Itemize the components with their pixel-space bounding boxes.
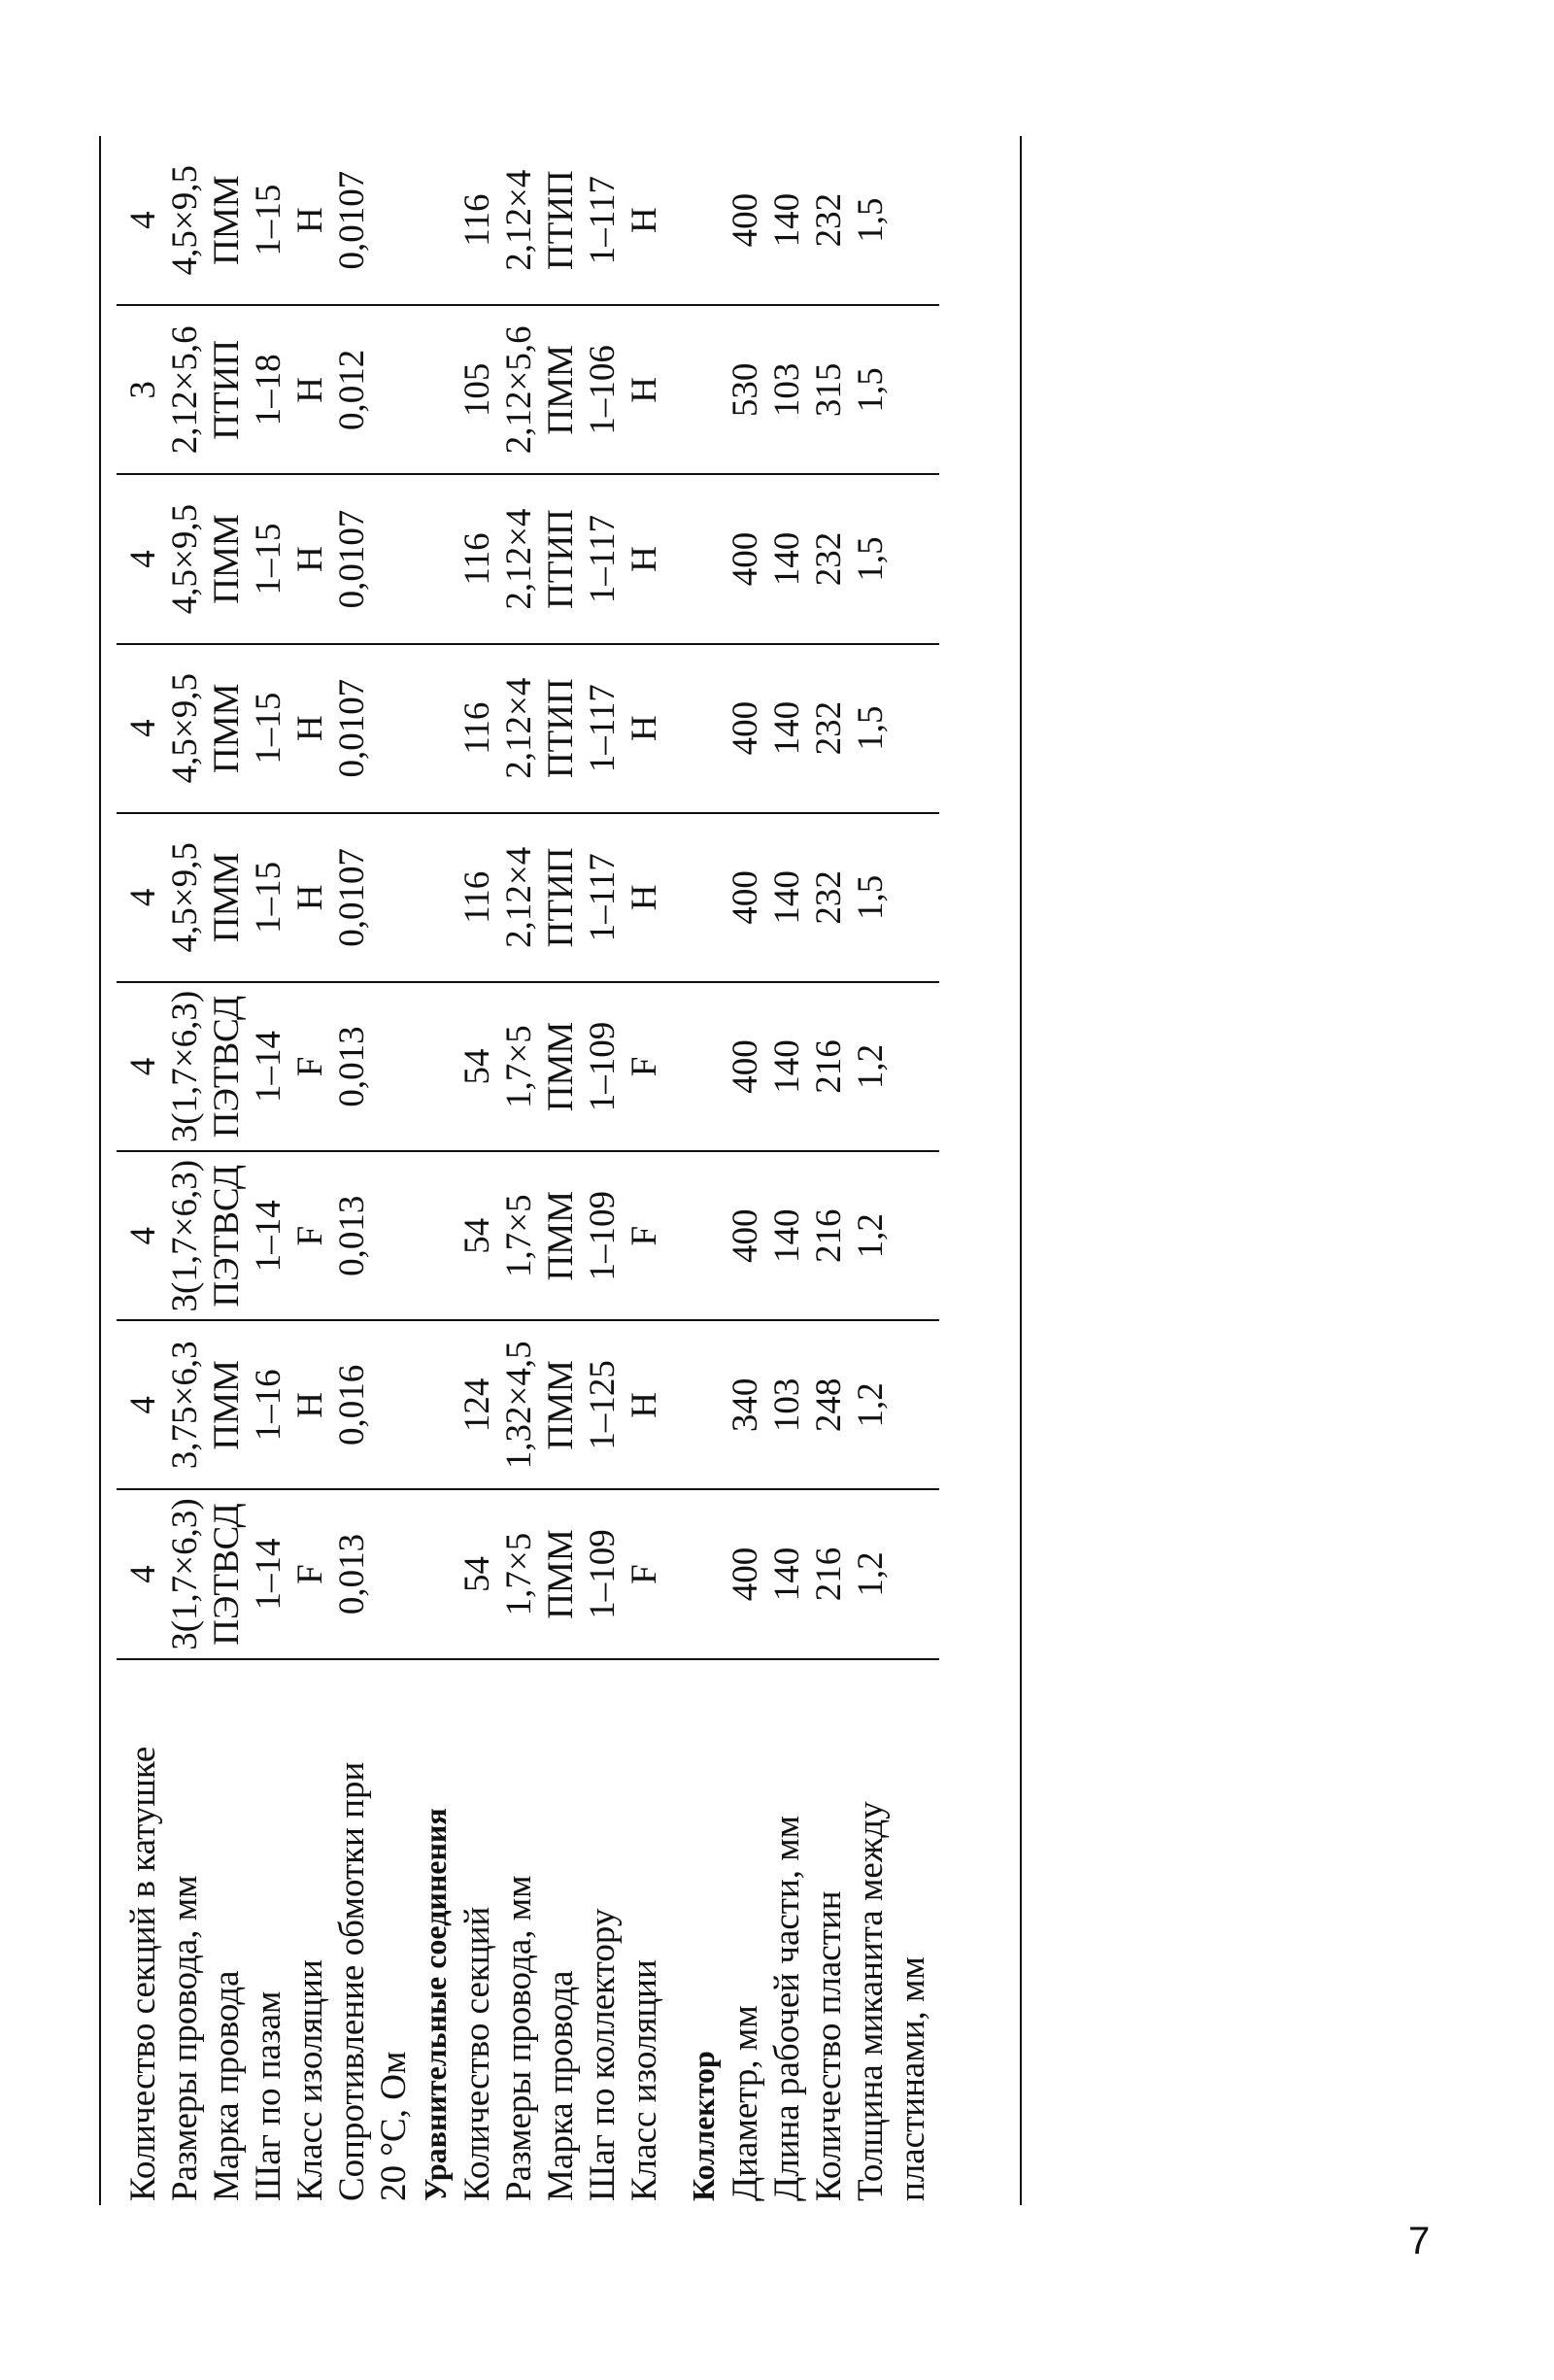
table-cell: 1,7×5	[498, 982, 540, 1151]
row-label: Количество секций в катушке	[123, 1746, 163, 2201]
table-cell	[683, 136, 725, 305]
table-cell: 4,5×9,5	[164, 474, 206, 643]
table-cell: 1–15	[248, 136, 289, 305]
table-cell: F	[624, 1489, 665, 1658]
table-cell: Н	[289, 644, 331, 813]
table-cell: 1,7×5	[498, 1489, 540, 1658]
table-cell	[415, 982, 456, 1151]
table-row	[665, 136, 683, 2205]
table-cell: 54	[456, 982, 498, 1151]
table-cell: 1–16	[248, 1320, 289, 1489]
row-label: Марка провода	[541, 1970, 581, 2201]
row-label: Количество секций	[457, 1906, 497, 2201]
table-cell: 1–125	[582, 1320, 624, 1489]
table-cell: 232	[808, 813, 850, 982]
table-cell: Н	[289, 474, 331, 643]
table-cell: 103	[766, 1320, 808, 1489]
table-cell	[683, 1320, 725, 1489]
table-cell: ПТИП	[540, 813, 582, 982]
table-cell	[373, 982, 415, 1151]
table-cell: ПТИП	[540, 136, 582, 305]
table-cell: 1,2	[850, 1151, 892, 1320]
table-cell: F	[289, 982, 331, 1151]
table-cell: 4	[117, 1320, 164, 1489]
table-cell: 4	[117, 644, 164, 813]
table-cell	[373, 813, 415, 982]
table-row	[725, 136, 766, 2205]
table-cell: 1–106	[582, 305, 624, 474]
table-row	[892, 136, 939, 2205]
row-label: 20 °С, Ом	[374, 2051, 414, 2201]
table-cell: 1–18	[248, 305, 289, 474]
table-cell: 105	[456, 305, 498, 474]
row-label: Сопротивление обмотки при	[332, 1761, 372, 2201]
table-cell: ПММ	[540, 1151, 582, 1320]
table-cell: 0,016	[331, 1320, 373, 1489]
table-cell: 1,5	[850, 136, 892, 305]
table-cell: 4	[117, 474, 164, 643]
table-cell: 400	[725, 982, 766, 1151]
table-cell: Н	[624, 136, 665, 305]
table-cell: 140	[766, 1151, 808, 1320]
table-cell: 103	[766, 305, 808, 474]
table-cell: 116	[456, 644, 498, 813]
table-cell: ПММ	[540, 1320, 582, 1489]
table-cell: 4	[117, 1489, 164, 1658]
table-cell: 3,75×6,3	[164, 1320, 206, 1489]
table-cell: 1,32×4,5	[498, 1320, 540, 1489]
table-cell	[415, 1489, 456, 1658]
table-cell	[415, 644, 456, 813]
table-cell: F	[624, 982, 665, 1151]
table-row	[456, 136, 498, 2205]
row-label: Количество пластин	[809, 1890, 849, 2201]
table-cell: 0,013	[331, 1151, 373, 1320]
table-cell: 232	[808, 474, 850, 643]
row-label: Толщина миканита между	[851, 1801, 891, 2201]
table-cell: ПММ	[540, 1489, 582, 1658]
row-label: Размеры провода, мм	[165, 1875, 205, 2201]
table-cell	[892, 1320, 939, 1489]
table-cell: 1–117	[582, 644, 624, 813]
table-cell: 1,2	[850, 1489, 892, 1658]
table-cell: 340	[725, 1320, 766, 1489]
row-label: Размеры провода, мм	[499, 1875, 539, 2201]
table-cell: 54	[456, 1489, 498, 1658]
table-cell	[892, 982, 939, 1151]
table-cell	[415, 136, 456, 305]
table-cell: 1,5	[850, 644, 892, 813]
table-cell: Н	[289, 305, 331, 474]
row-label: Класс изоляции	[290, 1959, 330, 2201]
table-cell: 116	[456, 813, 498, 982]
table-cell	[665, 644, 683, 813]
table-row	[206, 136, 248, 2205]
table-cell: 116	[456, 474, 498, 643]
table-cell: 216	[808, 1151, 850, 1320]
table-cell: 124	[456, 1320, 498, 1489]
table-cell	[373, 1489, 415, 1658]
table-cell: ПЭТВСД	[206, 982, 248, 1151]
table-cell: Н	[289, 1320, 331, 1489]
table-cell	[892, 644, 939, 813]
table-cell: 1–109	[582, 1151, 624, 1320]
table-cell: ПЭТВСД	[206, 1151, 248, 1320]
table-cell	[373, 1151, 415, 1320]
table-cell: 2,12×4	[498, 136, 540, 305]
table-cell: 400	[725, 474, 766, 643]
table-cell: ПММ	[206, 813, 248, 982]
row-label: Шаг по пазам	[249, 1990, 288, 2201]
table-cell	[665, 1151, 683, 1320]
table-cell: 2,12×4	[498, 644, 540, 813]
table-cell: ПММ	[540, 982, 582, 1151]
table-row	[683, 136, 725, 2205]
table-cell: Н	[624, 813, 665, 982]
table-row	[850, 136, 892, 2205]
section-heading: Коллектор	[686, 2051, 721, 2201]
table-cell: 1–14	[248, 1151, 289, 1320]
table-cell	[415, 474, 456, 643]
table-cell	[373, 474, 415, 643]
table-row	[498, 136, 540, 2205]
table-cell	[665, 136, 683, 305]
table-row	[766, 136, 808, 2205]
table-cell	[892, 813, 939, 982]
table-cell: F	[289, 1151, 331, 1320]
table-cell: 3	[117, 305, 164, 474]
table-cell	[373, 305, 415, 474]
table-cell: 140	[766, 982, 808, 1151]
table-cell: 400	[725, 136, 766, 305]
table-cell: 1,2	[850, 982, 892, 1151]
table-cell: 1,5	[850, 813, 892, 982]
table-row	[540, 136, 582, 2205]
table-cell: ПММ	[206, 474, 248, 643]
table-cell: 1,7×5	[498, 1151, 540, 1320]
table-cell	[665, 1320, 683, 1489]
section-heading: Уравнительные соединения	[418, 1808, 453, 2201]
table-cell: 400	[725, 644, 766, 813]
table-row	[331, 136, 373, 2205]
table-cell: 1–15	[248, 813, 289, 982]
table-cell	[683, 305, 725, 474]
table-cell: 1,5	[850, 305, 892, 474]
table-cell: 315	[808, 305, 850, 474]
table-cell: 4	[117, 1151, 164, 1320]
table-cell: 4	[117, 982, 164, 1151]
table-cell: 232	[808, 136, 850, 305]
table-cell: 4	[117, 813, 164, 982]
table-cell	[373, 1320, 415, 1489]
table-cell	[683, 982, 725, 1151]
table-cell: 0,012	[331, 305, 373, 474]
table-cell	[665, 982, 683, 1151]
table-row	[164, 136, 206, 2205]
table-cell: Н	[289, 136, 331, 305]
table-cell: 0,0107	[331, 136, 373, 305]
table-row	[582, 136, 624, 2205]
table-cell: 1–109	[582, 1489, 624, 1658]
table-cell: 400	[725, 813, 766, 982]
table-cell: 1–109	[582, 982, 624, 1151]
table-cell: 1,2	[850, 1320, 892, 1489]
table-cell	[683, 474, 725, 643]
table-cell: Н	[289, 813, 331, 982]
table-cell: 1–117	[582, 813, 624, 982]
table-cell: 232	[808, 644, 850, 813]
table-cell: F	[289, 1489, 331, 1658]
table-cell: 2,12×4	[498, 813, 540, 982]
row-label: Класс изоляции	[625, 1959, 664, 2201]
table-cell: 2,12×5,6	[164, 305, 206, 474]
table-cell: ПТИП	[206, 305, 248, 474]
table-cell: 140	[766, 474, 808, 643]
table-cell: 4,5×9,5	[164, 136, 206, 305]
table-cell: F	[624, 1151, 665, 1320]
row-label: Шаг по коллектору	[583, 1908, 623, 2201]
table-cell	[683, 644, 725, 813]
table-cell: 530	[725, 305, 766, 474]
table-cell: ПММ	[206, 1320, 248, 1489]
table-row	[117, 136, 164, 2205]
table-cell: 400	[725, 1489, 766, 1658]
table-row	[808, 136, 850, 2205]
table-cell	[373, 136, 415, 305]
table-cell: 1–15	[248, 474, 289, 643]
table-cell: 1–15	[248, 644, 289, 813]
table-cell: 116	[456, 136, 498, 305]
table-cell: 2,12×5,6	[498, 305, 540, 474]
table-row	[415, 136, 456, 2205]
page-number: 7	[1408, 2220, 1431, 2262]
table-cell	[665, 474, 683, 643]
table-cell: 3(1,7×6,3)	[164, 1151, 206, 1320]
table-row	[248, 136, 289, 2205]
table-cell	[415, 305, 456, 474]
table-cell: 1,5	[850, 474, 892, 643]
table-cell	[665, 813, 683, 982]
table-cell: ПЭТВСД	[206, 1489, 248, 1658]
table-cell: 0,013	[331, 1489, 373, 1658]
table-cell: 3(1,7×6,3)	[164, 982, 206, 1151]
table-cell	[415, 1320, 456, 1489]
table-cell	[665, 305, 683, 474]
row-label: пластинами, мм	[893, 1956, 932, 2201]
table-cell	[892, 305, 939, 474]
table-cell: ПММ	[206, 136, 248, 305]
table-cell: 0,0107	[331, 644, 373, 813]
table-cell: 2,12×4	[498, 474, 540, 643]
table-cell	[892, 474, 939, 643]
table-cell: 1–117	[582, 136, 624, 305]
table-cell: 400	[725, 1151, 766, 1320]
table-left-rule	[99, 136, 101, 2205]
table-cell: 54	[456, 1151, 498, 1320]
table-right-rule	[1020, 136, 1022, 2205]
table-cell	[373, 644, 415, 813]
table-cell: 140	[766, 644, 808, 813]
table-cell: Н	[624, 474, 665, 643]
table-cell	[665, 1489, 683, 1658]
table-cell: 0,013	[331, 982, 373, 1151]
table-cell: 1–117	[582, 474, 624, 643]
table-cell: Н	[624, 644, 665, 813]
table-cell: ПТИП	[540, 644, 582, 813]
row-label: Длина рабочей части, мм	[767, 1815, 807, 2201]
rotated-spec-table	[117, 136, 1020, 2205]
row-label	[665, 1659, 683, 2205]
table-cell: 248	[808, 1320, 850, 1489]
winding-spec-table	[117, 136, 939, 2205]
table-cell: 0,0107	[331, 813, 373, 982]
table-cell: 216	[808, 1489, 850, 1658]
table-cell: ПММ	[206, 644, 248, 813]
table-row	[373, 136, 415, 2205]
table-cell	[892, 1489, 939, 1658]
table-cell	[415, 813, 456, 982]
row-label: Марка провода	[207, 1970, 247, 2201]
table-cell: Н	[624, 305, 665, 474]
table-cell: 1–14	[248, 982, 289, 1151]
table-cell	[683, 1489, 725, 1658]
table-cell: Н	[624, 1320, 665, 1489]
table-cell: 140	[766, 136, 808, 305]
table-cell: 4,5×9,5	[164, 813, 206, 982]
table-cell	[892, 136, 939, 305]
table-row	[289, 136, 331, 2205]
table-cell: 3(1,7×6,3)	[164, 1489, 206, 1658]
table-cell	[892, 1151, 939, 1320]
table-cell	[683, 1151, 725, 1320]
table-row	[624, 136, 665, 2205]
table-cell	[683, 813, 725, 982]
table-cell: 0,0107	[331, 474, 373, 643]
table-cell: 4	[117, 136, 164, 305]
table-cell: 140	[766, 813, 808, 982]
table-cell: 1–14	[248, 1489, 289, 1658]
table-cell: ПММ	[540, 305, 582, 474]
table-cell: 140	[766, 1489, 808, 1658]
row-label: Диаметр, мм	[726, 2005, 765, 2201]
table-cell: 4,5×9,5	[164, 644, 206, 813]
table-cell	[415, 1151, 456, 1320]
table-cell: 216	[808, 982, 850, 1151]
table-cell: ПТИП	[540, 474, 582, 643]
